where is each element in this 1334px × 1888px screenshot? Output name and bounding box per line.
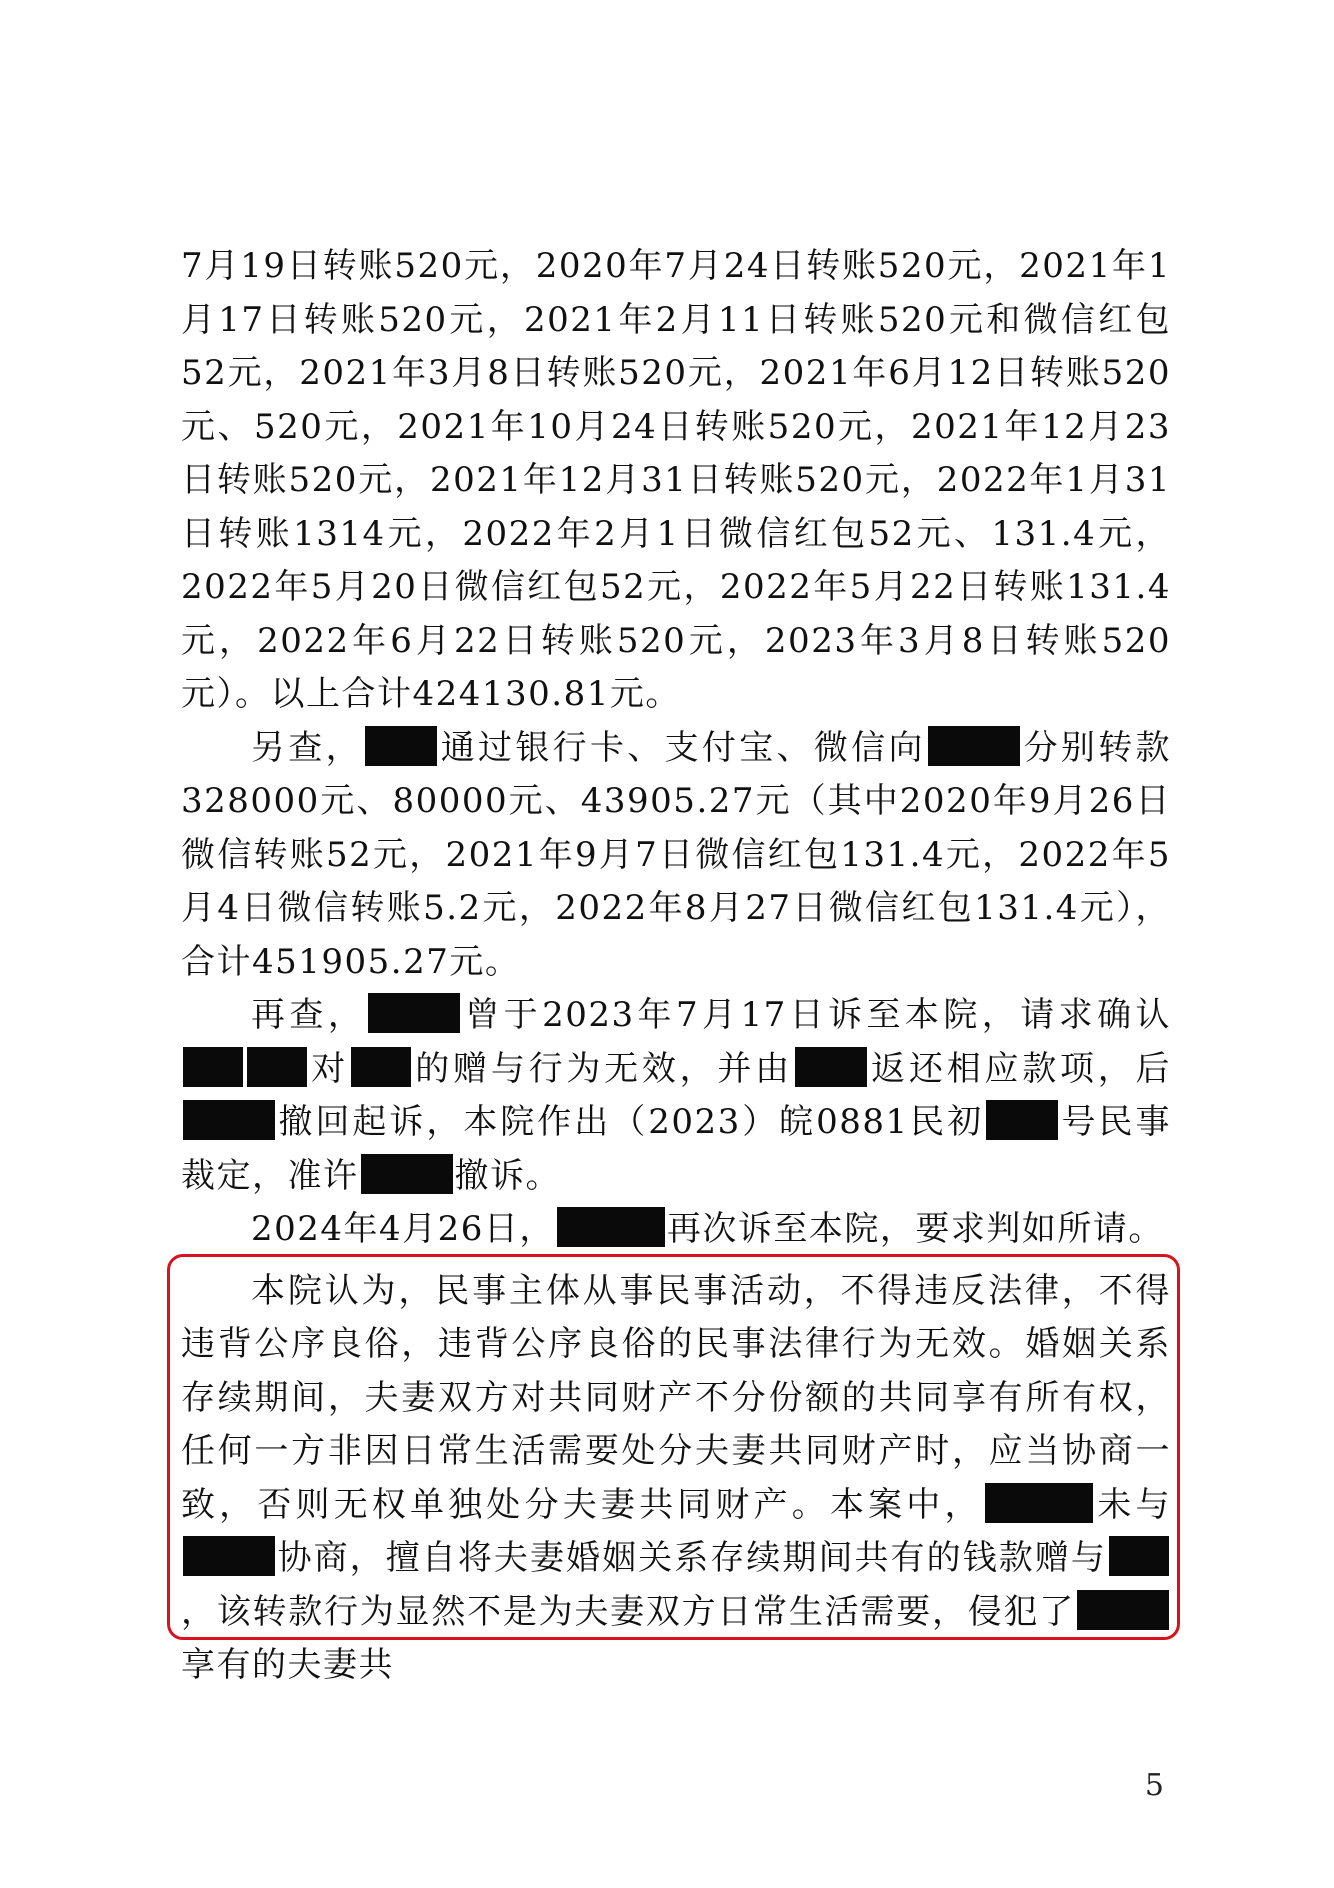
paragraph-second-lawsuit (181, 1203, 1171, 1257)
text-segment: 的赠与行为无效，并由 (413, 1048, 793, 1089)
text-segment: 再查， (251, 995, 367, 1035)
redaction-block (928, 726, 1020, 766)
redaction-block (247, 1047, 307, 1087)
text-segment: 享有的夫妻共 (181, 1645, 394, 1685)
text-segment: 撤回起诉，本院作出（2023）皖0881民初 (277, 1102, 985, 1142)
text-segment: 另查， (251, 727, 363, 768)
text-segment: 分别转款328000元、80000元、43905.27元（其中2020年9月26日微信转账52元，2021年9月7日微信红包131.4元，2022年5月4日微信转账5.2元，2022年8月27日微信红包131.4元），合计451905.27元。 (181, 727, 1172, 982)
text-segment: 本院认为，民事主体从事民事活动，不得违反法律，不得违背公序良俗，违背公序良俗的民事法律行为无效。婚姻关系存续期间，夫妻双方对共同财产不分份额的共同享有所有权，任何一方非因日常生活需要处分夫妻共同财产时，应当协商一致，否则无权单独处分夫妻共同财产。本案中， (181, 1270, 1171, 1525)
paragraph-transfer-list: 7月19日转账520元，2020年7月24日转账520元，2021年1月17日转账520元，2021年2月11日转账520元和微信红包52元，2021年3月8日转账520元，2021年6月12日转账520元、520元，2021年10月24日转账520元，2021年12月23日转账520元，2021年12月31日转账520元，2022年1月31日转账1314元，2022年2月1日微信红包52元、131.4元，2022年5月20日微信红包52元，2022年5月22日转账131.4元，2022年6月22日转账520元，2023年3月8日转账520元）。以上合计424130.81元。 (181, 246, 1171, 714)
text-segment: 再次诉至本院，要求判如所请。 (666, 1209, 1164, 1249)
text-segment: 对 (309, 1048, 350, 1089)
redaction-block (361, 1154, 453, 1194)
text-segment: 通过银行卡、支付宝、微信向 (438, 727, 926, 768)
text-segment: 协商，擅自将夫妻婚姻关系存续期间共有的钱款赠与 (277, 1538, 1107, 1578)
text-segment: 撤诉。 (454, 1155, 561, 1196)
redaction-block (986, 1100, 1058, 1140)
redaction-block (351, 1047, 411, 1087)
text-segment: 2024年4月26日， (251, 1209, 555, 1249)
text-segment: 号民事裁定，准许 (181, 1102, 1171, 1196)
text-segment: 未与 (1094, 1484, 1172, 1525)
redaction-block (795, 1047, 867, 1087)
redaction-block (183, 1047, 243, 1087)
redaction-block (183, 1100, 275, 1140)
redaction-block (368, 993, 460, 1033)
page-number: 5 (1144, 1768, 1164, 1803)
paragraph-prior-lawsuit (181, 989, 1171, 1203)
text-segment: 曾于2023年7月17日诉至本院，请求确认 (462, 995, 1172, 1035)
redaction-block (557, 1207, 665, 1247)
paragraph-additional-finding (181, 722, 1171, 990)
red-highlight-annotation (167, 1254, 1180, 1640)
text-segment: ，该转款行为显然不是为夫妻双方日常生活需要，侵犯了 (181, 1591, 1075, 1632)
text-segment: 返还相应款项，后 (868, 1048, 1172, 1089)
redaction-block (365, 726, 437, 766)
